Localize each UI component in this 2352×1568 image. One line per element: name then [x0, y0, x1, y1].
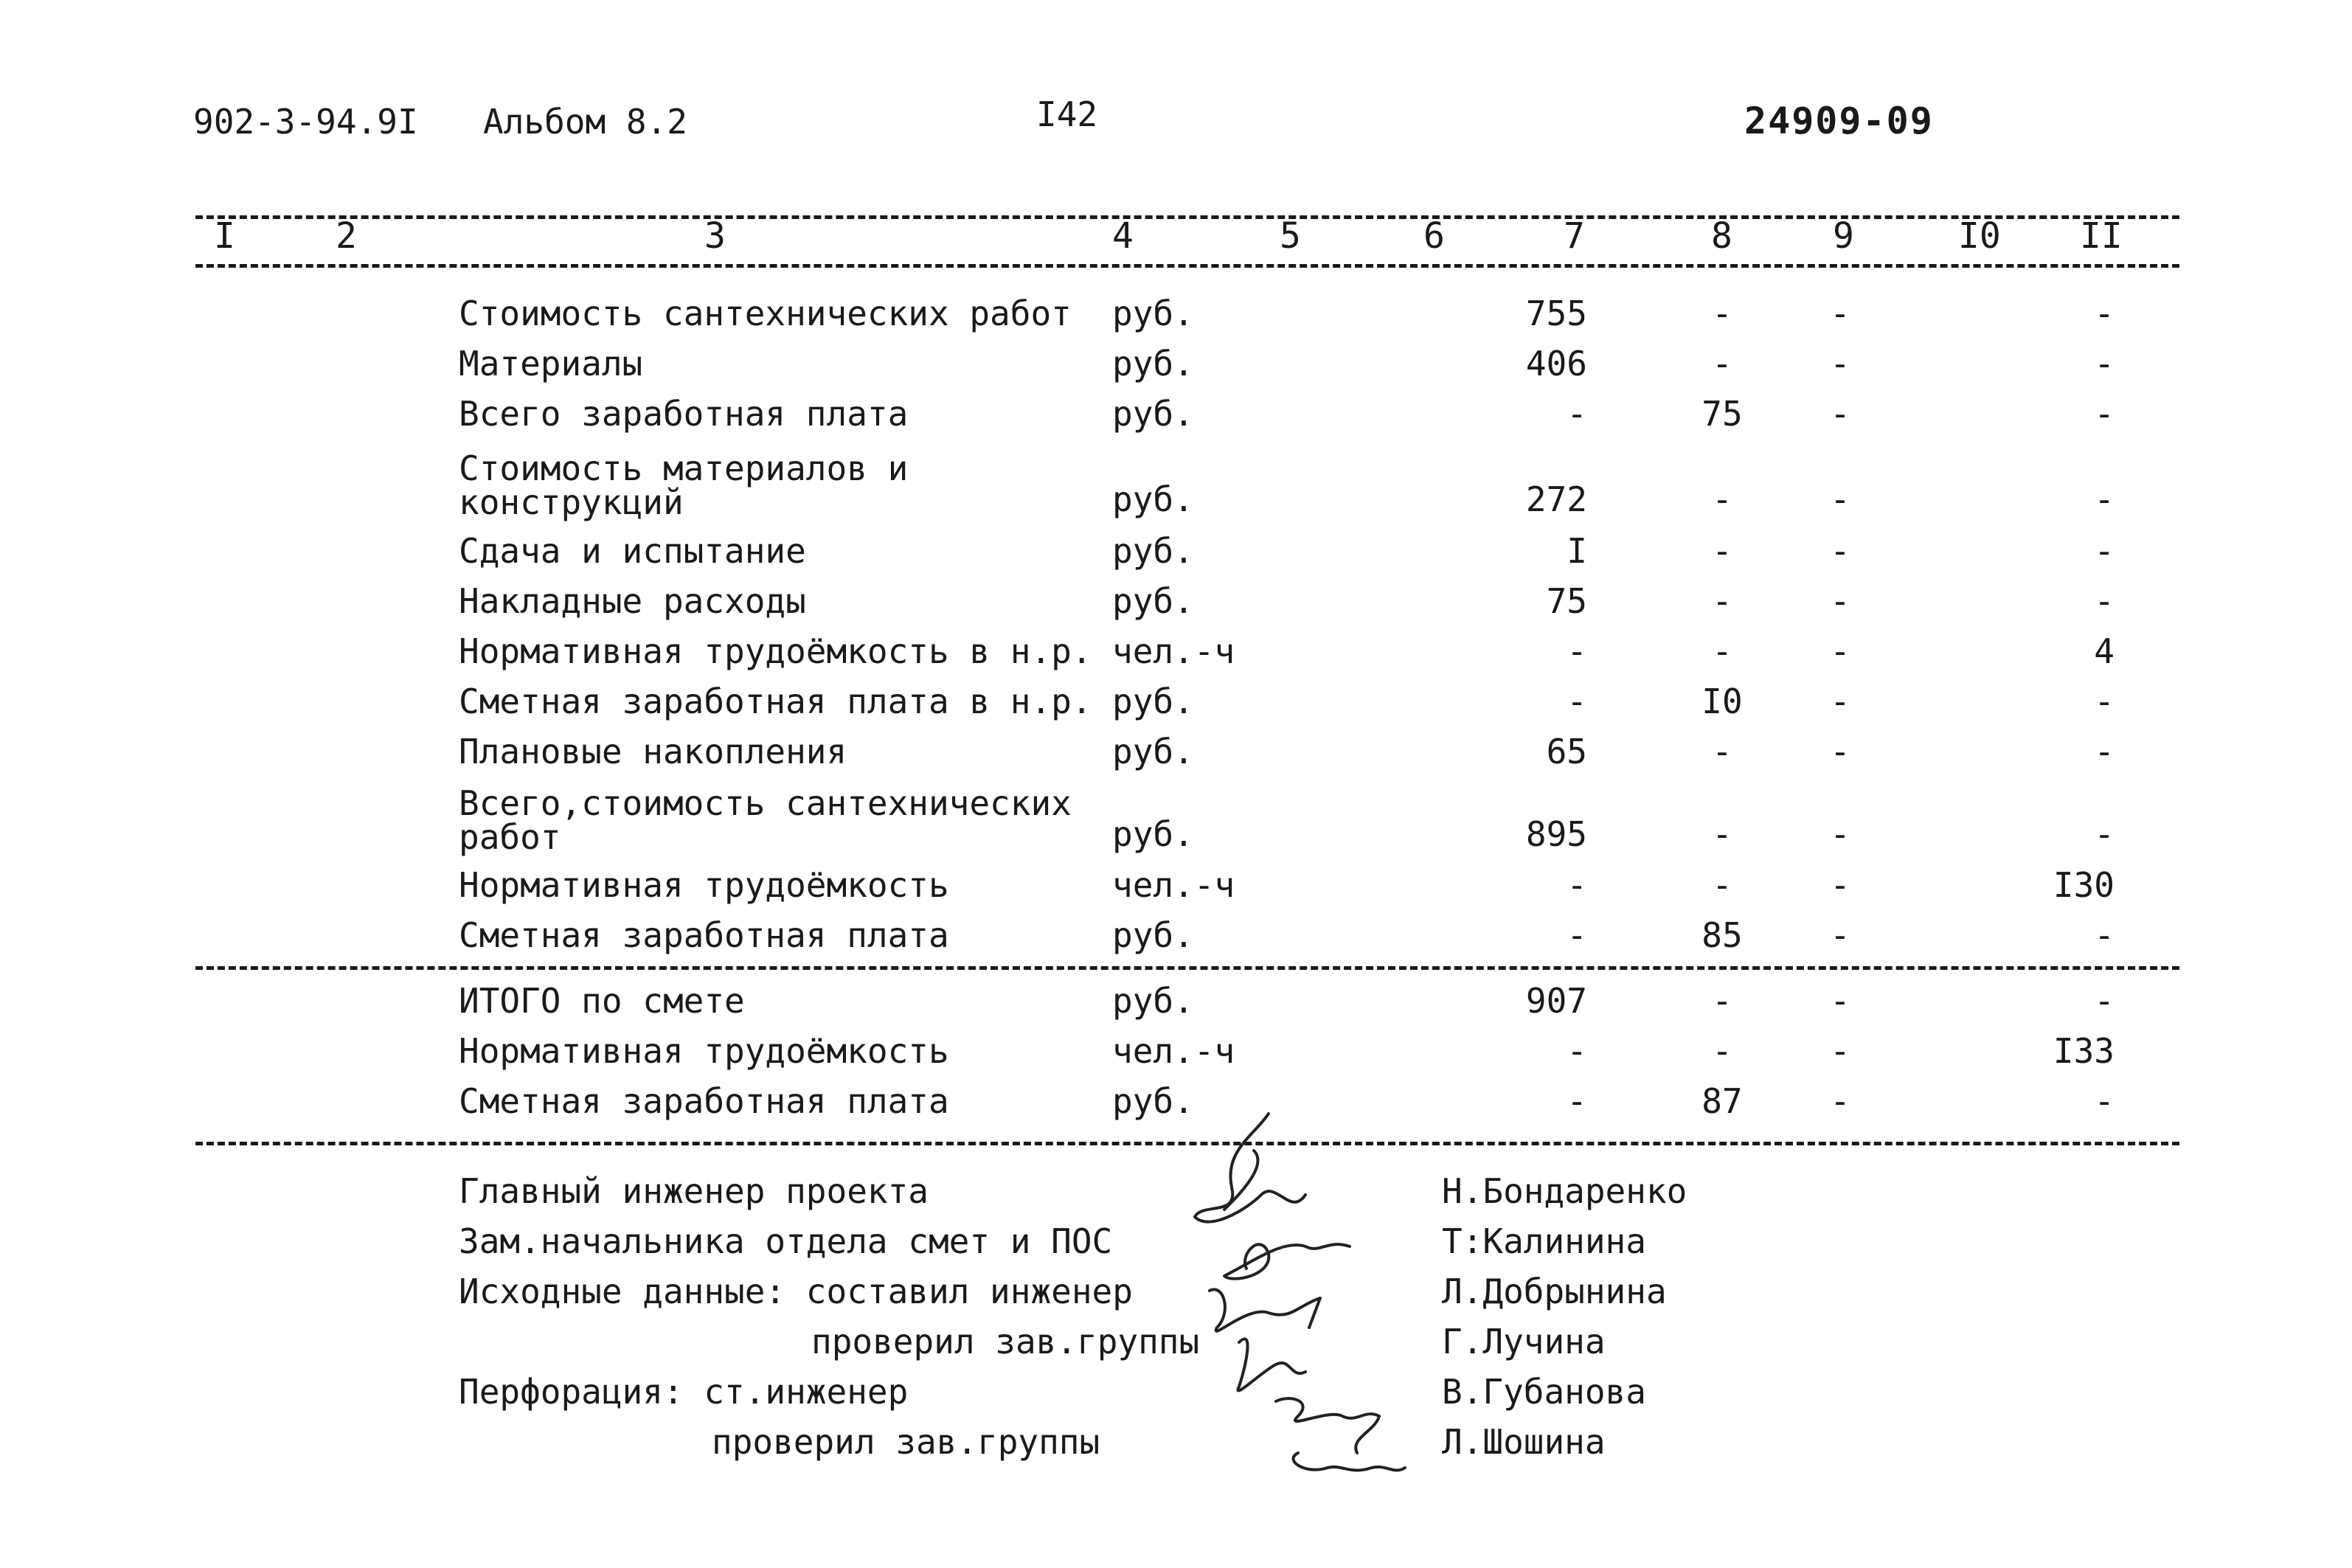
row-col7-value: 895 — [1525, 814, 1587, 854]
signature-scribble — [1276, 1398, 1379, 1453]
signature-role: Исходные данные: составил инженер — [459, 1272, 1133, 1311]
page-number: I42 — [1036, 94, 1098, 134]
row-col11-value: - — [2094, 915, 2115, 955]
row-description: Всего заработная плата — [459, 394, 909, 434]
row-col9-value: - — [1830, 394, 1850, 434]
row-col7-value: - — [1567, 394, 1587, 434]
column-number: I0 — [1958, 215, 2001, 257]
signature-scribble — [1294, 1453, 1405, 1471]
signatory-name: Н.Бондаренко — [1442, 1171, 1687, 1211]
row-unit: руб. — [1112, 581, 1194, 621]
row-col9-value: - — [1830, 344, 1850, 384]
row-description: Всего,стоимость сантехнических работ — [459, 783, 1072, 857]
header-bottom-rule — [195, 264, 2179, 268]
row-col9-value: - — [1830, 915, 1850, 955]
row-unit: руб. — [1112, 1081, 1194, 1121]
row-col7-value: - — [1567, 865, 1587, 905]
document-code: 902-3-94.9I — [193, 102, 418, 142]
album-label: Альбом 8.2 — [483, 102, 687, 142]
row-col7-value: - — [1567, 631, 1587, 671]
row-unit: руб. — [1112, 981, 1194, 1021]
header-top-rule — [195, 215, 2179, 219]
row-unit: руб. — [1112, 814, 1194, 854]
row-col11-value: - — [2094, 1081, 2115, 1121]
row-col11-value: - — [2094, 531, 2115, 571]
row-col7-value: I — [1567, 531, 1587, 571]
row-col8-value: - — [1712, 479, 1732, 519]
row-unit: чел.-ч — [1112, 631, 1235, 671]
row-col7-value: - — [1567, 681, 1587, 721]
row-col8-value: 87 — [1701, 1081, 1743, 1121]
column-number: 6 — [1423, 215, 1445, 257]
row-col7-value: 272 — [1525, 479, 1587, 519]
signature-scribble — [1224, 1244, 1350, 1279]
signature-role: Перфорация: ст.инженер — [459, 1372, 909, 1412]
signature-role: проверил зав.группы — [811, 1322, 1200, 1361]
row-col9-value: - — [1830, 479, 1850, 519]
row-col11-value: - — [2094, 479, 2115, 519]
row-col7-value: 755 — [1525, 294, 1587, 333]
row-col11-value: - — [2094, 394, 2115, 434]
row-description: Материалы — [459, 344, 643, 384]
signature-scribble — [1238, 1339, 1305, 1390]
row-col8-value: I0 — [1701, 681, 1743, 721]
row-col9-value: - — [1830, 814, 1850, 854]
column-number: 4 — [1112, 215, 1134, 257]
column-number: II — [2080, 215, 2123, 257]
row-description: Нормативная трудоёмкость в н.р. — [459, 631, 1092, 671]
row-description: Стоимость материалов и конструкций — [459, 448, 909, 522]
handwritten-signatures — [1180, 1106, 1431, 1482]
row-unit: чел.-ч — [1112, 865, 1235, 905]
row-col11-value: - — [2094, 344, 2115, 384]
row-col7-value: 75 — [1546, 581, 1587, 621]
row-description: ИТОГО по смете — [459, 981, 745, 1021]
row-col7-value: - — [1567, 1081, 1587, 1121]
row-description: Сдача и испытание — [459, 531, 806, 571]
row-description: Сметная заработная плата — [459, 1081, 949, 1121]
row-col9-value: - — [1830, 1081, 1850, 1121]
row-col11-value: - — [2094, 981, 2115, 1021]
row-col9-value: - — [1830, 1031, 1850, 1071]
row-unit: руб. — [1112, 531, 1194, 571]
row-col7-value: 907 — [1525, 981, 1587, 1021]
row-col9-value: - — [1830, 531, 1850, 571]
row-col8-value: - — [1712, 531, 1732, 571]
signature-role: проверил зав.группы — [712, 1422, 1100, 1462]
row-col9-value: - — [1830, 631, 1850, 671]
row-col8-value: - — [1712, 581, 1732, 621]
row-col9-value: - — [1830, 981, 1850, 1021]
row-col9-value: - — [1830, 732, 1850, 771]
signature-role: Зам.начальника отдела смет и ПОС — [459, 1221, 1113, 1261]
signatory-name: Т:Калинина — [1442, 1221, 1646, 1261]
signature-scribble — [1195, 1114, 1305, 1222]
row-col8-value: - — [1712, 631, 1732, 671]
signatory-name: Г.Лучина — [1442, 1322, 1606, 1361]
inventory-number: 24909-09 — [1744, 100, 1934, 142]
row-description: Сметная заработная плата в н.р. — [459, 681, 1092, 721]
row-unit: руб. — [1112, 732, 1194, 771]
signatory-name: Л.Шошина — [1442, 1422, 1606, 1462]
row-col9-value: - — [1830, 865, 1850, 905]
row-col7-value: - — [1567, 915, 1587, 955]
row-description: Нормативная трудоёмкость — [459, 865, 949, 905]
row-col7-value: 65 — [1546, 732, 1587, 771]
row-unit: руб. — [1112, 915, 1194, 955]
row-unit: руб. — [1112, 344, 1194, 384]
signatory-name: Л.Добрынина — [1442, 1272, 1667, 1311]
row-col11-value: I33 — [2053, 1031, 2115, 1071]
row-unit: руб. — [1112, 681, 1194, 721]
row-col11-value: - — [2094, 581, 2115, 621]
row-col8-value: - — [1712, 981, 1732, 1021]
row-unit: руб. — [1112, 294, 1194, 333]
row-col11-value: 4 — [2094, 631, 2115, 671]
column-number: I — [214, 215, 235, 257]
row-col11-value: - — [2094, 681, 2115, 721]
row-col9-value: - — [1830, 294, 1850, 333]
signature-role: Главный инженер проекта — [459, 1171, 929, 1211]
row-unit: руб. — [1112, 479, 1194, 519]
row-col11-value: - — [2094, 294, 2115, 333]
row-col7-value: 406 — [1525, 344, 1587, 384]
totals-separator-rule — [195, 966, 2179, 970]
row-col8-value: 85 — [1701, 915, 1743, 955]
row-col9-value: - — [1830, 681, 1850, 721]
row-col8-value: - — [1712, 1031, 1732, 1071]
column-number: 7 — [1564, 215, 1585, 257]
row-description: Плановые накопления — [459, 732, 847, 771]
column-number: 3 — [704, 215, 726, 257]
row-col8-value: - — [1712, 814, 1732, 854]
row-description: Стоимость сантехнических работ — [459, 294, 1072, 333]
column-number: 5 — [1280, 215, 1301, 257]
column-number: 2 — [336, 215, 357, 257]
column-number: 8 — [1711, 215, 1732, 257]
row-col9-value: - — [1830, 581, 1850, 621]
row-col8-value: - — [1712, 732, 1732, 771]
row-col8-value: 75 — [1701, 394, 1743, 434]
row-unit: руб. — [1112, 394, 1194, 434]
row-description: Нормативная трудоёмкость — [459, 1031, 949, 1071]
row-col11-value: I30 — [2053, 865, 2115, 905]
row-col8-value: - — [1712, 865, 1732, 905]
row-col11-value: - — [2094, 732, 2115, 771]
row-col7-value: - — [1567, 1031, 1587, 1071]
column-number: 9 — [1833, 215, 1854, 257]
signatory-name: В.Губанова — [1442, 1372, 1646, 1412]
row-col8-value: - — [1712, 344, 1732, 384]
row-description: Сметная заработная плата — [459, 915, 949, 955]
row-col11-value: - — [2094, 814, 2115, 854]
signature-scribble — [1210, 1289, 1320, 1331]
row-col8-value: - — [1712, 294, 1732, 333]
row-unit: чел.-ч — [1112, 1031, 1235, 1071]
row-description: Накладные расходы — [459, 581, 806, 621]
